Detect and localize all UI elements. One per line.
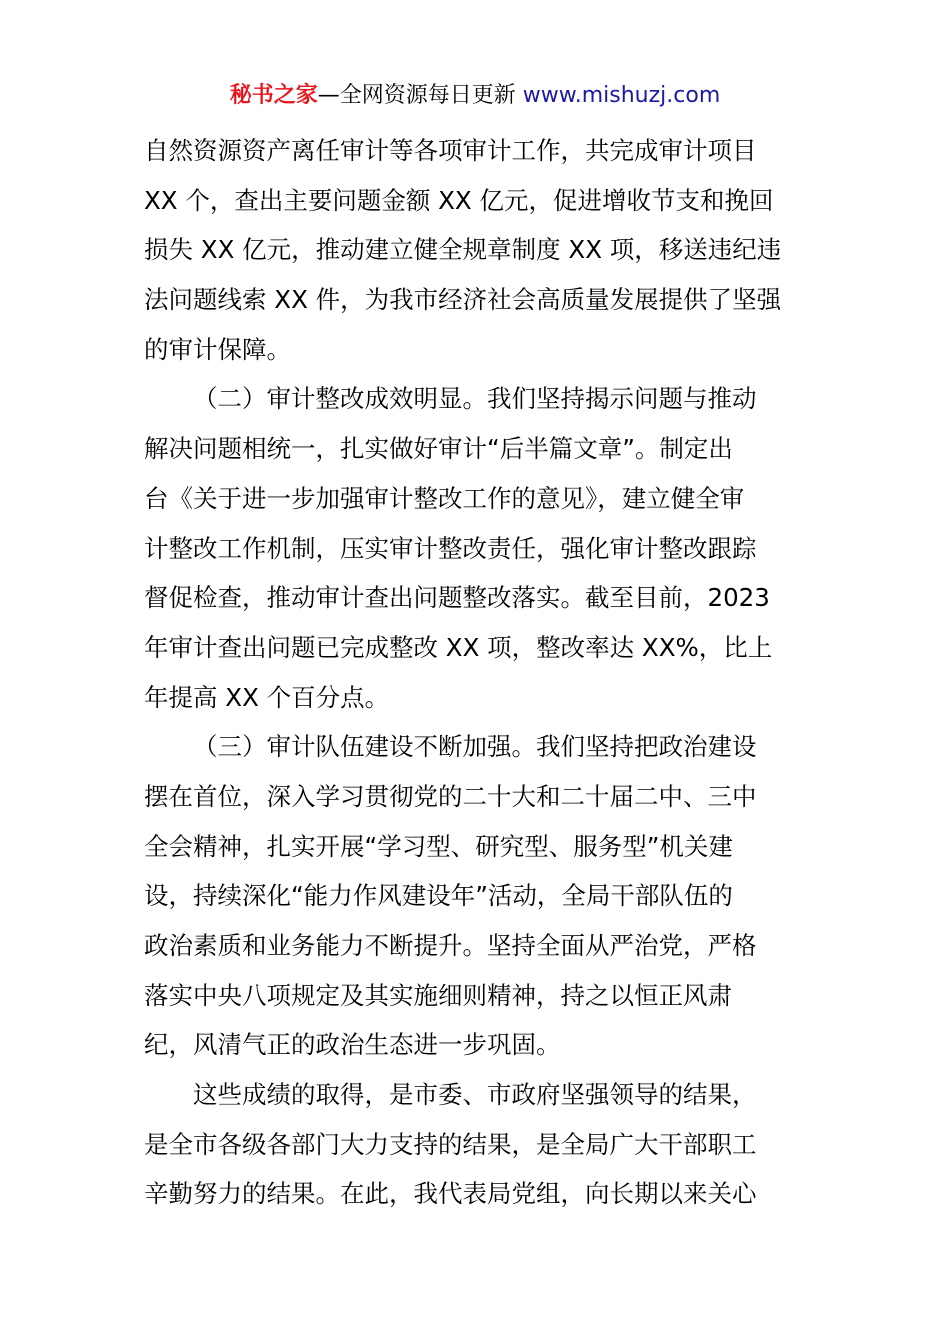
text-line: XX 个，查出主要问题金额 XX 亿元，促进增收节支和挽回 (144, 185, 774, 215)
text-line: 年审计查出问题已完成整改 XX 项，整改率达 XX%，比上 (144, 632, 773, 662)
document-body (144, 126, 824, 1219)
text-line: 摆在首位，深入学习贯彻党的二十大和二十届二中、三中 (144, 781, 757, 811)
paragraph-2 (144, 374, 824, 722)
paragraph-4 (144, 1070, 824, 1219)
text-line: 法问题线索 XX 件，为我市经济社会高质量发展提供了坚强 (144, 285, 782, 315)
text-line: 落实中央八项规定及其实施细则精神，持之以恒正风肃 (144, 980, 732, 1010)
text-line: 台《关于进一步加强审计整改工作的意见》，建立健全审 (144, 483, 745, 513)
site-url-link[interactable]: www.mishuzj.com (522, 83, 721, 108)
text-line: 辛勤努力的结果。在此，我代表局党组，向长期以来关心 (144, 1179, 757, 1209)
paragraph-3 (144, 722, 824, 1070)
text-line: 计整改工作机制，压实审计整改责任，强化审计整改跟踪 (144, 533, 757, 563)
site-brand: 秘书之家 (229, 83, 318, 108)
text-line: 损失 XX 亿元，推动建立健全规章制度 XX 项，移送违纪违 (144, 235, 782, 265)
text-line: 督促检查，推动审计查出问题整改落实。截至目前，2023 (144, 583, 770, 613)
text-line: 解决问题相统一，扎实做好审计“后半篇文章”。制定出 (144, 434, 733, 464)
site-tagline: —全网资源每日更新 (317, 83, 523, 108)
text-line: 纪，风清气正的政治生态进一步巩固。 (144, 1030, 561, 1060)
text-line: 年提高 XX 个百分点。 (144, 682, 390, 712)
text-line: （二）审计整改成效明显。我们坚持揭示问题与推动 (193, 384, 757, 414)
page-header (0, 80, 950, 112)
text-line: 政治素质和业务能力不断提升。坚持全面从严治党，严格 (144, 931, 757, 960)
text-line: 这些成绩的取得，是市委、市政府坚强领导的结果， (193, 1080, 757, 1110)
text-line: 自然资源资产离任审计等各项审计工作，共完成审计项目 (144, 136, 757, 165)
text-line: （三）审计队伍建设不断加强。我们坚持把政治建设 (193, 732, 757, 762)
text-line: 设，持续深化“能力作风建设年”活动，全局干部队伍的 (144, 881, 733, 911)
paragraph-1 (144, 126, 824, 374)
text-line: 的审计保障。 (144, 334, 291, 364)
text-line: 全会精神，扎实开展“学习型、研究型、服务型”机关建 (144, 831, 733, 861)
text-line: 是全市各级各部门大力支持的结果，是全局广大干部职工 (144, 1129, 757, 1159)
